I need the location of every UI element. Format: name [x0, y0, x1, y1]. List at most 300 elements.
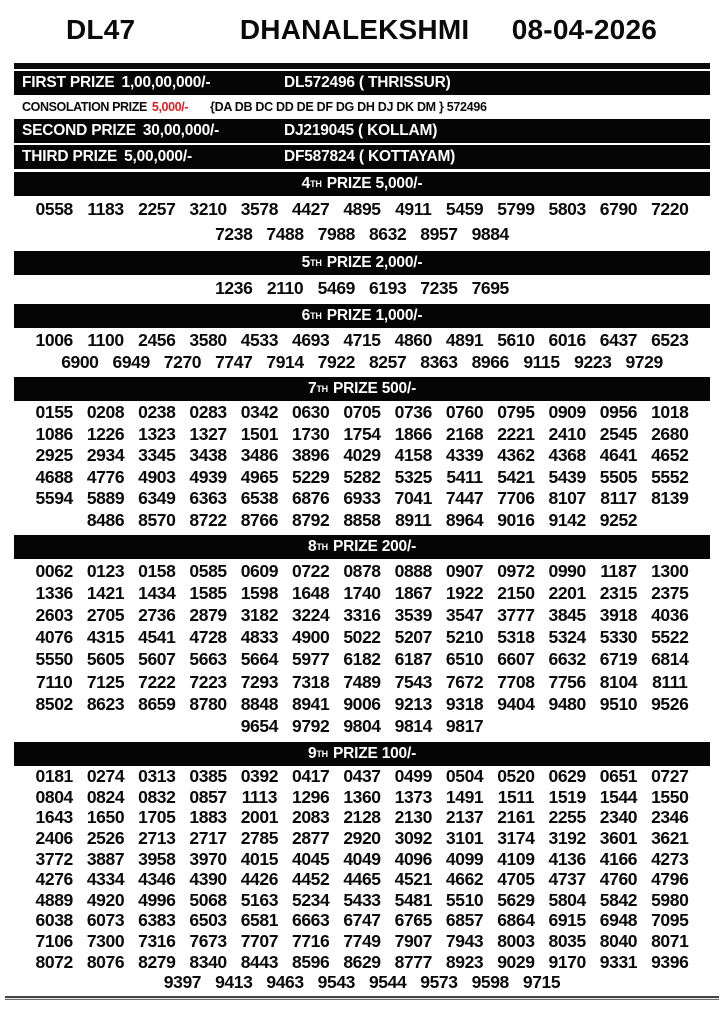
prize-number: 0722: [292, 560, 330, 581]
prize-number: 9142: [548, 509, 586, 530]
third-prize-label-amount: [14, 148, 284, 166]
prize-number: 1550: [651, 786, 689, 807]
section-header-6th-prize: 6 TH PRIZE 1,000/-: [14, 304, 710, 328]
prize-number: 8858: [343, 509, 381, 530]
prize-number: 3316: [343, 604, 381, 625]
prize-number: 5325: [394, 466, 432, 487]
prize-number: 5022: [343, 627, 381, 648]
prize-number: 5207: [394, 627, 432, 648]
prize-grid-7th: [0, 401, 724, 532]
prize-number-row: [0, 582, 724, 604]
prize-number: 0990: [548, 560, 586, 581]
prize-number: 6538: [240, 488, 279, 509]
first-prize-label-amount: [14, 74, 284, 92]
prize-grid-4th: [0, 196, 724, 248]
prize-number: 9526: [651, 693, 689, 714]
prize-number: 3182: [240, 604, 279, 625]
prize-number: 8340: [189, 951, 227, 972]
prize-number: 7907: [394, 931, 432, 952]
prize-number: 2785: [240, 828, 279, 849]
prize-number-row: [0, 351, 724, 373]
prize-number: 0499: [394, 766, 432, 787]
prize-number: 2257: [138, 199, 176, 219]
prize-number: 3101: [445, 828, 484, 849]
section-5-rank: 5: [301, 254, 311, 271]
prize-number-row: [0, 828, 724, 849]
prize-number: 0909: [548, 402, 586, 423]
prize-number: 2375: [651, 582, 689, 603]
prize-number: 7316: [138, 931, 176, 952]
section-4-label: PRIZE 5,000/-: [326, 175, 423, 192]
prize-number: 3210: [189, 199, 227, 219]
section-header-5th-prize: 5 TH PRIZE 2,000/-: [14, 251, 710, 275]
prize-number: 5799: [497, 199, 535, 219]
prize-number: 2128: [343, 807, 381, 828]
prize-number: 0208: [86, 402, 125, 423]
prize-number: 4541: [138, 627, 176, 648]
prize-number: 6016: [548, 329, 586, 350]
prize-number: 8257: [368, 351, 407, 372]
prize-number: 1519: [548, 786, 586, 807]
prize-number: 4533: [240, 329, 279, 350]
consolation-row: [14, 97, 710, 117]
prize-number: 1740: [343, 582, 381, 603]
prize-number: 1187: [600, 560, 637, 581]
prize-number: 0888: [394, 560, 432, 581]
prize-number: 4796: [651, 869, 689, 890]
prize-number: 2150: [497, 582, 535, 603]
prize-number: 7749: [343, 931, 381, 952]
prize-number: 0727: [651, 766, 689, 787]
prize-number: 4427: [292, 199, 330, 219]
prize-number: 4728: [189, 627, 227, 648]
prize-number: 6663: [292, 910, 330, 931]
prize-number: 8071: [651, 931, 689, 952]
prize-number: 0392: [240, 766, 279, 787]
prize-number: 6814: [651, 649, 689, 670]
prize-number: 1113: [241, 786, 278, 807]
prize-number: 5977: [292, 649, 330, 670]
prize-number-row: [0, 671, 724, 693]
consolation-label: CONSOLATION PRIZE: [22, 100, 147, 114]
prize-number: 4076: [35, 627, 73, 648]
prize-number: 8363: [420, 351, 458, 372]
prize-number: 8502: [35, 693, 73, 714]
prize-number: 8570: [138, 509, 176, 530]
prize-number: 8766: [240, 509, 279, 530]
prize-number: 9817: [445, 715, 484, 736]
prize-number: 5481: [394, 889, 432, 910]
prize-number: 8443: [240, 951, 279, 972]
prize-number: 0804: [35, 786, 73, 807]
prize-number: 3777: [497, 604, 535, 625]
prize-number: 4996: [138, 889, 176, 910]
prize-number: 6581: [240, 910, 279, 931]
second-prize-label: SECOND PRIZE: [22, 122, 136, 139]
prize-number: 8792: [292, 509, 330, 530]
prize-number: 8117: [600, 488, 637, 509]
prize-number: 4889: [35, 889, 73, 910]
draw-code: DL47: [66, 14, 136, 45]
prize-number: 1360: [343, 786, 381, 807]
prize-number: 4452: [292, 869, 330, 890]
prize-number: 4015: [240, 848, 279, 869]
prize-number-row: [0, 488, 724, 510]
prize-number: 0857: [189, 786, 227, 807]
prize-number: 7543: [394, 671, 432, 692]
third-prize-winner: DF587824 ( KOTTAYAM): [284, 148, 456, 165]
prize-number: 5229: [292, 466, 330, 487]
prize-number: 1883: [189, 807, 227, 828]
prize-number: 4911: [395, 199, 432, 219]
prize-number: 5607: [138, 649, 176, 670]
prize-number: 3580: [189, 329, 227, 350]
prize-number: 0158: [138, 560, 176, 581]
draw-date: 08-04-2026: [511, 14, 657, 45]
prize-number: 8632: [368, 224, 407, 244]
prize-number: 2130: [394, 807, 432, 828]
prize-number-row: [0, 693, 724, 715]
prize-number: 5663: [189, 649, 227, 670]
prize-number: 9213: [394, 693, 432, 714]
prize-number: 1650: [86, 807, 125, 828]
prize-number: 5522: [651, 627, 689, 648]
prize-number: 4939: [189, 466, 227, 487]
prize-number: 4833: [240, 627, 279, 648]
prize-number: 4099: [445, 848, 484, 869]
prize-number: 7293: [240, 671, 279, 692]
prize-number: 1501: [240, 423, 279, 444]
prize-number: 4641: [599, 445, 638, 466]
prize-number: 1327: [189, 423, 227, 444]
prize-number: 5439: [548, 466, 586, 487]
page-title: DHANALEKSHMI: [239, 14, 470, 45]
prize-number: 4166: [599, 848, 638, 869]
prize-number: 0651: [599, 766, 638, 787]
prize-number: 5803: [548, 199, 586, 219]
prize-number: 7708: [497, 671, 535, 692]
prize-number: 5282: [343, 466, 381, 487]
prize-number: 4760: [599, 869, 638, 890]
prize-number: 0609: [240, 560, 279, 581]
prize-number: 6510: [445, 649, 484, 670]
prize-number: 0283: [189, 402, 227, 423]
prize-number: 3887: [86, 848, 125, 869]
prize-number: 6719: [599, 649, 638, 670]
prize-number: 8659: [138, 693, 176, 714]
prize-number: 5804: [548, 889, 586, 910]
prize-number: 6187: [394, 649, 432, 670]
prize-number: 1867: [394, 582, 432, 603]
prize-number: 8040: [599, 931, 638, 952]
prize-number: 6876: [292, 488, 330, 509]
prize-number: 1300: [651, 560, 689, 581]
prize-number: 1236: [215, 277, 253, 298]
prize-number: 4368: [548, 445, 586, 466]
prize-number: 2110: [266, 277, 304, 298]
prize-number-row: [0, 767, 724, 788]
prize-number: 7695: [471, 277, 509, 298]
prize-number: 4521: [394, 869, 432, 890]
prize-number: 3539: [394, 604, 432, 625]
prize-number: 9006: [343, 693, 381, 714]
prize-number: 9396: [651, 951, 689, 972]
prize-number: 8076: [86, 951, 125, 972]
prize-number: 2083: [292, 807, 330, 828]
prize-number: 2410: [548, 423, 586, 444]
prize-number: 0832: [138, 786, 176, 807]
prize-number: 8964: [445, 509, 484, 530]
prize-number: 3621: [651, 828, 689, 849]
second-prize-bar: [14, 119, 710, 143]
prize-number: 4315: [86, 627, 125, 648]
prize-number: 6632: [548, 649, 586, 670]
prize-number-row: [0, 931, 724, 952]
prize-number: 7300: [86, 931, 125, 952]
prize-number: 5421: [497, 466, 535, 487]
prize-number: 8957: [420, 224, 458, 244]
prize-number: 3772: [35, 848, 73, 869]
prize-number: 5594: [35, 488, 73, 509]
prize-number: 3486: [240, 445, 279, 466]
prize-number: 8780: [189, 693, 227, 714]
prize-number: 5210: [445, 627, 484, 648]
prize-number: 8107: [548, 488, 586, 509]
prize-number: 5330: [599, 627, 638, 648]
consolation-amount: 5,000/-: [151, 100, 189, 114]
prize-number: 5505: [599, 466, 638, 487]
prize-number: 4346: [138, 869, 176, 890]
prize-number: 3547: [445, 604, 484, 625]
prize-number: 8486: [86, 509, 125, 530]
prize-number: 0155: [35, 402, 73, 423]
prize-number: 2713: [138, 828, 176, 849]
prize-number: 4273: [651, 848, 689, 869]
section-6-label: PRIZE 1,000/-: [326, 307, 423, 324]
prize-number: 4276: [35, 869, 73, 890]
prize-number: 4390: [189, 869, 227, 890]
prize-number: 5980: [651, 889, 689, 910]
prize-number-row: [0, 222, 724, 247]
prize-number: 4776: [86, 466, 125, 487]
prize-number: 1226: [86, 423, 125, 444]
prize-number: 0760: [445, 402, 484, 423]
prize-number: 2221: [497, 423, 535, 444]
section-8-rank: 8: [307, 538, 317, 555]
prize-number: 2456: [138, 329, 176, 350]
prize-number: 2736: [138, 604, 176, 625]
prize-number: 9170: [548, 951, 586, 972]
prize-number: 0123: [86, 560, 125, 581]
prize-number: 2315: [599, 582, 638, 603]
prize-number: 1183: [87, 199, 124, 219]
prize-grid-8th: [0, 559, 724, 739]
prize-number: 2925: [35, 445, 73, 466]
consolation-series: {DA DB DC DD DE DF DG DH DJ DK DM } 572496: [210, 100, 487, 114]
prize-number: 9804: [343, 715, 381, 736]
prize-number: 8966: [471, 351, 509, 372]
prize-number: 4652: [651, 445, 689, 466]
prize-number: 8941: [292, 693, 330, 714]
prize-number-row: [0, 649, 724, 671]
prize-number-row: [0, 849, 724, 870]
section-7-label: PRIZE 500/-: [332, 380, 417, 397]
prize-number: 7222: [138, 671, 176, 692]
prize-number-row: [0, 890, 724, 911]
prize-number: 5629: [497, 889, 535, 910]
prize-number: 2877: [292, 828, 330, 849]
prize-number: 9404: [497, 693, 535, 714]
prize-number: 4045: [292, 848, 330, 869]
prize-number: 5664: [240, 649, 279, 670]
prize-number: 4029: [343, 445, 381, 466]
prize-number: 9543: [317, 972, 356, 993]
prize-number: 7041: [394, 488, 432, 509]
prize-number: 2545: [599, 423, 638, 444]
prize-number: 4860: [394, 329, 432, 350]
prize-number: 6915: [548, 910, 586, 931]
prize-number: 8848: [240, 693, 279, 714]
third-prize-amount: 5,00,000/-: [124, 148, 192, 165]
prize-number-row: [0, 787, 724, 808]
section-5-label: PRIZE 2,000/-: [326, 254, 423, 271]
prize-number: 9252: [599, 509, 638, 530]
prize-number: 9331: [599, 951, 638, 972]
prize-number: 7110: [36, 671, 73, 692]
prize-number: 5068: [189, 889, 227, 910]
prize-number: 5610: [497, 329, 535, 350]
first-prize-bar: [14, 71, 710, 95]
prize-number-row: [0, 604, 724, 626]
prize-number: 9884: [471, 224, 509, 244]
prize-number: 8722: [189, 509, 227, 530]
prize-number: 4109: [497, 848, 535, 869]
prize-number: 2920: [343, 828, 381, 849]
prize-number: 8596: [292, 951, 330, 972]
bottom-rule: [5, 996, 719, 1000]
prize-number: 2255: [548, 807, 586, 828]
prize-number: 9413: [215, 972, 253, 993]
prize-grid-5th: [0, 275, 724, 301]
prize-number: 8111: [652, 671, 688, 692]
prize-number: 4339: [445, 445, 484, 466]
prize-number: 9654: [240, 715, 279, 736]
prize-number: 2137: [445, 807, 484, 828]
prize-number: 0629: [548, 766, 586, 787]
prize-number: 3918: [599, 604, 638, 625]
prize-number: 7447: [445, 488, 484, 509]
prize-number: 8003: [497, 931, 535, 952]
prize-number: 2680: [651, 423, 689, 444]
prize-number: 4688: [35, 466, 73, 487]
prize-number-row: [0, 627, 724, 649]
prize-number: 1648: [292, 582, 330, 603]
prize-number: 2934: [86, 445, 125, 466]
prize-number: 6038: [35, 910, 73, 931]
prize-number: 7106: [35, 931, 73, 952]
prize-number-row: [0, 329, 724, 351]
prize-grid-9th: [0, 766, 724, 995]
prize-number: 9544: [368, 972, 407, 993]
prize-number: 6864: [497, 910, 535, 931]
prize-number: 1585: [189, 582, 227, 603]
prize-number: 1866: [394, 423, 432, 444]
second-prize-amount: 30,00,000/-: [142, 122, 220, 139]
prize-number: 8104: [599, 671, 638, 692]
prize-number: 4158: [394, 445, 432, 466]
prize-number: 8911: [395, 509, 432, 530]
prize-number: 3970: [189, 848, 227, 869]
prize-number: 0062: [35, 560, 73, 581]
prize-number: 5324: [548, 627, 586, 648]
prize-number: 0504: [445, 766, 484, 787]
prize-number: 1705: [138, 807, 176, 828]
prize-number: 4465: [343, 869, 381, 890]
prize-number: 8072: [35, 951, 73, 972]
prize-number: 7672: [445, 671, 484, 692]
prize-number: 7756: [548, 671, 586, 692]
prize-number-row: [0, 869, 724, 890]
prize-number: 2717: [189, 828, 227, 849]
prize-number: 9814: [394, 715, 432, 736]
prize-number: 9115: [523, 351, 560, 372]
prize-number-row: [0, 424, 724, 446]
section-8-label: PRIZE 200/-: [332, 538, 417, 555]
prize-number: 7125: [86, 671, 125, 692]
prize-number: 4036: [651, 604, 689, 625]
prize-number: 6949: [112, 351, 150, 372]
prize-number: 9480: [548, 693, 586, 714]
second-prize-winner: DJ219045 ( KOLLAM): [284, 122, 438, 139]
prize-number: 0630: [292, 402, 330, 423]
prize-number: 1754: [343, 423, 381, 444]
prize-number: 2001: [240, 807, 279, 828]
prize-number: 7673: [189, 931, 227, 952]
prize-number: 4965: [240, 466, 279, 487]
prize-number: 6193: [368, 277, 407, 298]
prize-number: 7235: [420, 277, 458, 298]
prize-number: 1086: [35, 423, 73, 444]
prize-number: 4693: [292, 329, 330, 350]
prize-number: 1323: [138, 423, 176, 444]
prize-number: 4705: [497, 869, 535, 890]
prize-number: 8139: [651, 488, 689, 509]
prize-number: 6182: [343, 649, 381, 670]
prize-number: 0736: [394, 402, 432, 423]
prize-number: 8035: [548, 931, 586, 952]
prize-number-row: [0, 972, 724, 993]
prize-number: 5842: [599, 889, 638, 910]
section-header-4th-prize: 4 TH PRIZE 5,000/-: [14, 172, 710, 196]
section-9-label: PRIZE 100/-: [332, 744, 417, 762]
prize-number: 0878: [343, 560, 381, 581]
prize-number: 7220: [651, 199, 689, 219]
prize-number: 1598: [240, 582, 279, 603]
prize-number: 4096: [394, 848, 432, 869]
third-prize-bar: [14, 145, 710, 169]
second-prize-label-amount: [14, 122, 284, 140]
prize-number: 0181: [35, 766, 73, 787]
prize-number: 8279: [138, 951, 176, 972]
prize-number: 5163: [240, 889, 279, 910]
prize-number-row: [0, 467, 724, 489]
prize-number: 1511: [497, 786, 535, 807]
prize-number: 6607: [497, 649, 535, 670]
prize-number: 1434: [138, 582, 176, 603]
prize-number: 3958: [138, 848, 176, 869]
prize-number-row: [0, 445, 724, 467]
prize-number: 7270: [163, 351, 202, 372]
